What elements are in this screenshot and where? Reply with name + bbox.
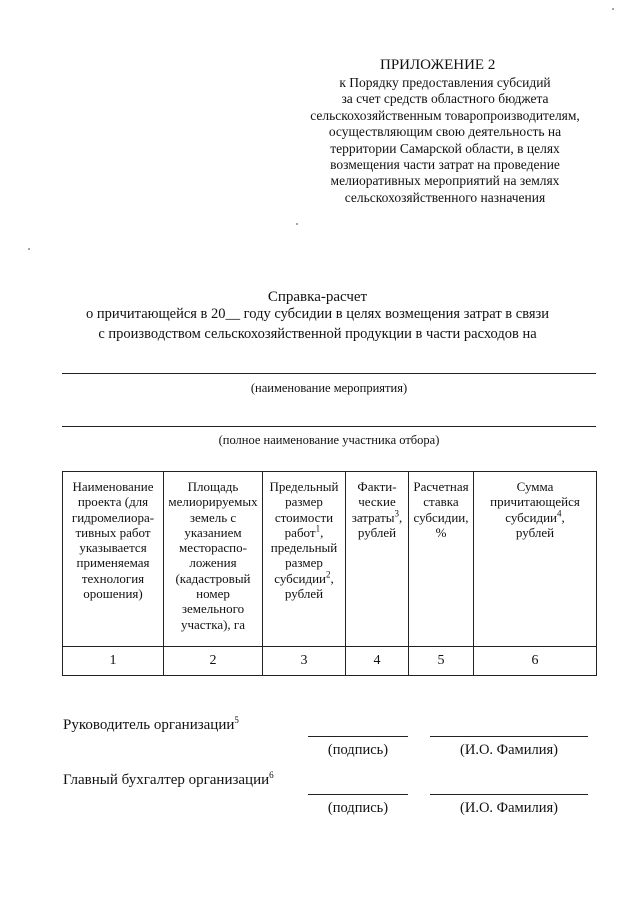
table-header-row [63, 472, 597, 647]
scan-speck [28, 248, 30, 250]
appendix-line: мелиоративных мероприятий на землях [330, 173, 560, 189]
accountant-name-caption: (И.О. Фамилия) [460, 800, 558, 816]
footnote-mark: 4 [557, 508, 562, 519]
head-name-caption: (И.О. Фамилия) [460, 742, 558, 758]
column-number: 2 [164, 647, 263, 676]
footnote-mark: 3 [394, 508, 399, 519]
column-number: 5 [409, 647, 474, 676]
accountant-signature-line[interactable] [308, 794, 408, 795]
head-signature-label: Руководитель организации$^5$ [63, 715, 239, 733]
head-name-line[interactable] [430, 736, 588, 737]
appendix-line: сельскохозяйственного назначения [344, 189, 546, 205]
document-title: Справка-расчет [267, 289, 368, 305]
head-signature-line[interactable] [308, 736, 408, 737]
participant-name-line[interactable] [62, 426, 596, 427]
table-number-row [63, 647, 597, 676]
column-header-limit: Предельный размер стоимости работ$^1$, предельный размер субсидии$^2$, рублей [263, 472, 346, 647]
footnote-mark: 1 [315, 523, 321, 534]
column-header-actual-costs: Факти- ческие затраты$^3$, рублей [346, 472, 409, 647]
event-name-caption: (наименование мероприятия) [250, 381, 408, 395]
calculation-table [62, 471, 597, 676]
scan-speck [296, 223, 298, 225]
accountant-signature-caption: (подпись) [327, 800, 389, 816]
subtitle-line: о причитающейся в 20__ году субсидии в целях возмещения затрат в связи [85, 306, 550, 322]
column-number: 3 [263, 647, 346, 676]
column-header-subsidy-sum: Сумма причитающейся субсидии$^4$, рублей [474, 472, 597, 647]
appendix-line: возмещения части затрат на проведение [330, 157, 560, 173]
appendix-title: ПРИЛОЖЕНИЕ 2 [380, 57, 496, 73]
column-number: 6 [474, 647, 597, 676]
column-header-rate: Расчетная ставка субсидии, % [409, 472, 474, 647]
footnote-mark: 5 [234, 715, 239, 725]
accountant-name-line[interactable] [430, 794, 588, 795]
appendix-description [290, 75, 600, 206]
document-subtitle [30, 304, 605, 344]
footnote-mark: 2 [326, 569, 331, 580]
column-number: 4 [346, 647, 409, 676]
event-name-line[interactable] [62, 373, 596, 374]
column-number: 1 [63, 647, 164, 676]
accountant-signature-label: Главный бухгалтер организации$^6$ [63, 770, 274, 788]
appendix-line: территории Самарской области, в целях [330, 140, 560, 156]
head-signature-caption: (подпись) [327, 742, 389, 758]
appendix-line: осуществляющим свою деятельность на [328, 124, 562, 140]
footnote-mark: 6 [269, 770, 274, 780]
column-header-project: Наименование проекта (для гидромелиора- тивных работ указывается применяемая технология орошения) [63, 472, 164, 647]
appendix-line: сельскохозяйственным товаропроизводителям, [310, 107, 580, 123]
subtitle-line: с производством сельскохозяйственной продукции в части расходов на [98, 326, 537, 342]
appendix-line: за счет средств областного бюджета [341, 91, 549, 107]
column-header-area: Площадь мелиорируемых земель с указанием местораспо- ложения (кадастровый номер земельного участка), га [164, 472, 263, 647]
scan-speck [612, 8, 614, 10]
appendix-line: к Порядку предоставления субсидий [339, 75, 551, 90]
participant-name-caption: (полное наименование участника отбора) [218, 433, 440, 447]
